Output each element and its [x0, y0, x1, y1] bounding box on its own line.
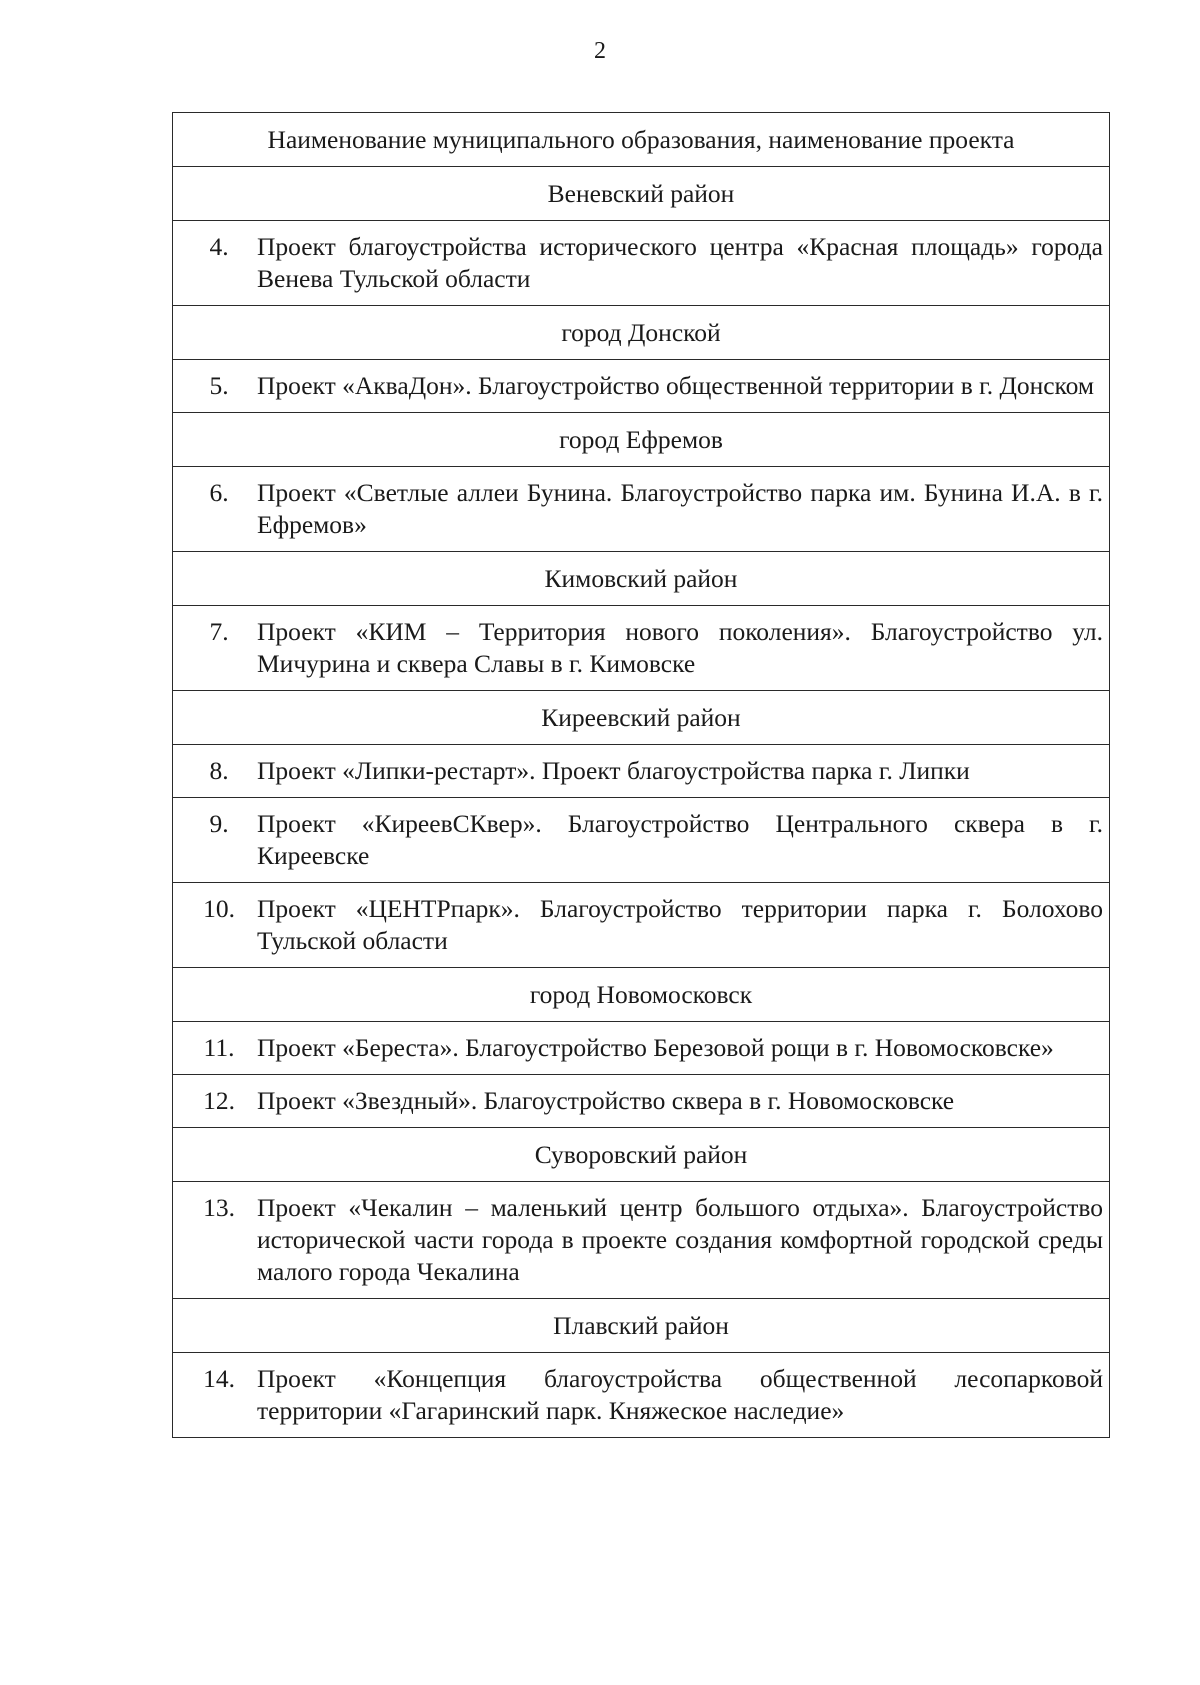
project-title: Проект «КиреевСКвер». Благоустройство Центрального сквера в г. Киреевске [257, 809, 1103, 870]
project-row [173, 606, 1110, 691]
project-content [173, 808, 1103, 872]
section-row [173, 552, 1110, 606]
section-row [173, 968, 1110, 1022]
section-row [173, 1299, 1110, 1353]
section-row [173, 306, 1110, 360]
section-title: Киреевский район [173, 691, 1110, 745]
section-row [173, 1128, 1110, 1182]
projects-table-body [173, 113, 1110, 1438]
project-row [173, 360, 1110, 413]
projects-table [172, 112, 1110, 1438]
project-number: 7. [209, 617, 229, 646]
project-cell [173, 606, 1110, 691]
project-number: 8. [209, 756, 229, 785]
project-content [173, 755, 1103, 787]
section-title: город Ефремов [173, 413, 1110, 467]
project-number: 11. [203, 1033, 235, 1062]
project-title: Проект «Липки-рестарт». Проект благоустройства парка г. Липки [257, 756, 970, 785]
section-title: город Новомосковск [173, 968, 1110, 1022]
project-row [173, 1353, 1110, 1438]
project-number: 12. [203, 1086, 235, 1115]
section-title: Веневский район [173, 167, 1110, 221]
project-content [173, 231, 1103, 295]
project-cell [173, 745, 1110, 798]
project-cell [173, 467, 1110, 552]
project-row [173, 221, 1110, 306]
project-row [173, 1182, 1110, 1299]
project-content [173, 616, 1103, 680]
project-cell [173, 1022, 1110, 1075]
table-header-row [173, 113, 1110, 167]
project-title: Проект «ЦЕНТРпарк». Благоустройство территории парка г. Болохово Тульской области [257, 894, 1103, 955]
project-cell [173, 1182, 1110, 1299]
section-title: Плавский район [173, 1299, 1110, 1353]
project-cell [173, 1075, 1110, 1128]
project-content [173, 1192, 1103, 1288]
project-row [173, 1075, 1110, 1128]
project-row [173, 745, 1110, 798]
project-cell [173, 221, 1110, 306]
section-row [173, 413, 1110, 467]
project-content [173, 1032, 1103, 1064]
section-title: Суворовский район [173, 1128, 1110, 1182]
project-cell [173, 360, 1110, 413]
project-content [173, 370, 1103, 402]
project-title: Проект благоустройства исторического центра «Красная площадь» города Венева Тульской области [257, 232, 1103, 293]
project-number: 10. [203, 894, 235, 923]
project-title: Проект «Чекалин – маленький центр большого отдыха». Благоустройство исторической части города в проекте создания комфортной городской среды малого города Чекалина [257, 1193, 1103, 1286]
project-number: 6. [209, 478, 229, 507]
project-cell [173, 798, 1110, 883]
table-header-cell: Наименование муниципального образования, наименование проекта [173, 113, 1110, 167]
project-content [173, 1085, 1103, 1117]
project-title: Проект «Береста». Благоустройство Березовой рощи в г. Новомосковске» [257, 1033, 1054, 1062]
section-row [173, 167, 1110, 221]
project-content [173, 477, 1103, 541]
project-title: Проект «КИМ – Территория нового поколения». Благоустройство ул. Мичурина и сквера Славы в г. Кимовске [257, 617, 1103, 678]
project-row [173, 1022, 1110, 1075]
section-title: город Донской [173, 306, 1110, 360]
project-title: Проект «Звездный». Благоустройство сквера в г. Новомосковске [257, 1086, 955, 1115]
project-number: 13. [203, 1193, 235, 1222]
project-content [173, 893, 1103, 957]
project-title: Проект «АкваДон». Благоустройство общественной территории в г. Донском [257, 371, 1095, 400]
section-row [173, 691, 1110, 745]
section-title: Кимовский район [173, 552, 1110, 606]
project-number: 5. [209, 371, 229, 400]
project-cell [173, 883, 1110, 968]
page-number: 2 [594, 38, 606, 64]
project-content [173, 1363, 1103, 1427]
project-row [173, 467, 1110, 552]
project-title: Проект «Концепция благоустройства общественной лесопарковой территории «Гагаринский парк. Княжеское наследие» [257, 1364, 1103, 1425]
project-number: 14. [203, 1364, 235, 1393]
project-cell [173, 1353, 1110, 1438]
project-title: Проект «Светлые аллеи Бунина. Благоустройство парка им. Бунина И.А. в г. Ефремов» [257, 478, 1103, 539]
project-number: 4. [209, 232, 229, 261]
project-row [173, 798, 1110, 883]
project-number: 9. [209, 809, 229, 838]
project-row [173, 883, 1110, 968]
